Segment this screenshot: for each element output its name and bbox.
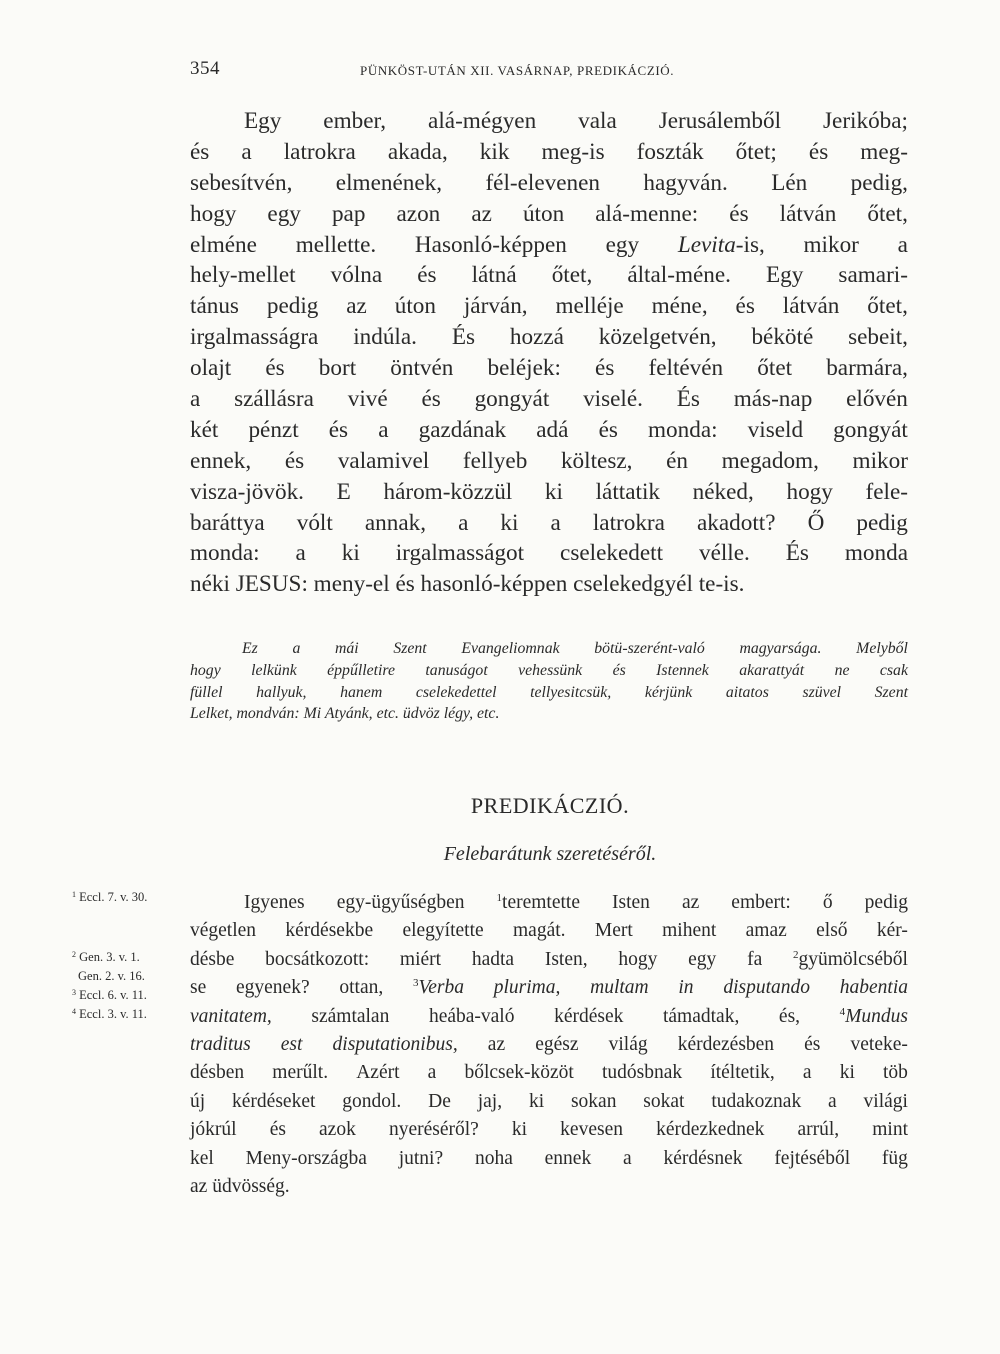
body-word: magát.	[513, 920, 566, 942]
intro-word: cselekedettel	[415, 683, 497, 701]
gospel-line	[190, 291, 908, 322]
gospel-word: és	[417, 262, 437, 289]
gospel-word: két	[190, 416, 219, 443]
gospel-word: vólna	[330, 262, 383, 289]
body-word: Isten	[612, 892, 650, 913]
gospel-word: mellette.	[295, 231, 377, 258]
body-word: új	[190, 1090, 206, 1112]
gospel-word: viseld	[747, 416, 804, 443]
body-word: támadtak,	[662, 1005, 740, 1027]
gospel-word: elmenének,	[335, 169, 443, 196]
gospel-line	[190, 384, 908, 415]
gospel-word: irgalmasságot	[395, 540, 525, 567]
body-word: De	[428, 1090, 451, 1112]
body-word: kérdésnek	[663, 1147, 743, 1169]
gospel-word: sebesítvén,	[190, 169, 293, 196]
gospel-word: által-méne.	[627, 262, 731, 289]
sermon-body	[190, 889, 908, 1201]
margin-note	[72, 988, 147, 1003]
body-word: kel	[190, 1147, 214, 1169]
margin-note-text: Gen. 2. v. 16.	[78, 969, 145, 983]
body-line	[190, 1059, 908, 1087]
body-word: Mert	[594, 920, 633, 942]
gospel-word: az	[471, 200, 492, 227]
body-line	[190, 1145, 908, 1173]
gospel-word: úton	[522, 200, 565, 227]
intro-word: tanuságot	[425, 661, 488, 679]
gospel-word: őtet,	[551, 262, 593, 289]
body-word: hogy	[618, 948, 658, 970]
body-word: Igyenes	[244, 892, 305, 913]
gospel-word: melléje	[555, 293, 624, 320]
body-word: végetlen	[190, 920, 257, 942]
body-word: disputando	[723, 977, 810, 999]
gospel-word: pedig	[856, 509, 908, 536]
body-word: a	[623, 1147, 632, 1169]
intro-word: tellyesitcsük,	[530, 683, 612, 701]
body-word: sokan	[570, 1090, 617, 1112]
body-word: bőlcsek-közöt	[464, 1062, 574, 1084]
intro-word: Szent	[874, 683, 908, 701]
body-word: elegyítette	[402, 920, 484, 942]
gospel-word: a	[897, 231, 908, 258]
gospel-word: vala	[578, 108, 617, 134]
gospel-word: feltévén	[648, 355, 724, 382]
body-word: embert:	[731, 892, 791, 913]
gospel-word: a	[550, 509, 561, 536]
body-word: noha	[474, 1147, 513, 1169]
intro-word: aitatos	[725, 683, 769, 701]
intro-word: Istennek	[656, 661, 709, 679]
body-word: multam	[590, 977, 649, 999]
gospel-word: látván	[782, 293, 840, 320]
body-word: üdvösség.	[212, 1175, 290, 1197]
gospel-word: és	[328, 416, 349, 443]
body-word: kérdésekbe	[285, 920, 374, 942]
intro-word: hogy	[190, 661, 221, 679]
gospel-word: a	[241, 138, 252, 165]
gospel-word: Ő	[807, 509, 825, 536]
body-line	[190, 1003, 908, 1031]
gospel-word: és	[808, 138, 829, 165]
gospel-word: indúla.	[353, 324, 417, 351]
body-word: amaz	[745, 920, 787, 942]
margin-note	[72, 1007, 147, 1022]
margin-note-number: 2	[72, 950, 76, 959]
body-word: fa	[747, 948, 763, 970]
gospel-word: fél-elevenen	[485, 169, 601, 196]
body-word: egy-ügyűségben	[336, 892, 465, 913]
intro-word: és	[612, 661, 626, 679]
intro-word: Szent	[393, 640, 427, 657]
gospel-line	[190, 322, 908, 353]
gospel-line	[190, 137, 908, 168]
gospel-word: öntvén	[390, 355, 454, 382]
gospel-word: hogy	[190, 200, 237, 227]
intro-line	[190, 660, 908, 682]
margin-note	[72, 950, 140, 965]
gospel-word: akadott?	[697, 509, 776, 536]
body-word: in	[678, 977, 694, 999]
intro-line: Lelket, mondván: Mi Atyánk, etc. üdvöz légy, etc.	[190, 705, 500, 723]
gospel-word: őtet	[757, 355, 793, 382]
body-line	[190, 946, 908, 974]
gospel-word: a	[295, 540, 306, 567]
gospel-line	[190, 168, 908, 199]
gospel-word: beléjek:	[487, 355, 561, 382]
gospel-word: Egy	[766, 262, 804, 289]
gospel-word: elméne	[190, 231, 257, 258]
margin-note-number: 1	[72, 890, 76, 899]
intro-word: Evangeliomnak	[461, 640, 560, 657]
body-word: jaj,	[477, 1090, 503, 1112]
gospel-line	[190, 260, 908, 291]
body-word: ottan,	[339, 977, 384, 999]
gospel-word: vélle.	[698, 540, 750, 567]
body-line	[190, 1116, 908, 1144]
gospel-word: látván	[779, 200, 837, 227]
gospel-word: azon	[396, 200, 441, 227]
gospel-word: a	[378, 416, 389, 443]
gospel-word: gongyát	[833, 416, 908, 443]
gospel-word: adá	[536, 416, 569, 443]
body-line	[190, 1031, 908, 1059]
body-word: mihent	[662, 920, 717, 942]
intro-word: magyarsága.	[739, 640, 822, 657]
body-word: ennek	[544, 1147, 592, 1169]
body-word: kérdések	[554, 1005, 624, 1027]
gospel-word: Levita-is,	[677, 231, 765, 258]
body-word: világ	[608, 1033, 648, 1055]
gospel-word: vivé	[347, 386, 388, 413]
gospel-word: őtet,	[867, 200, 908, 227]
gospel-text	[190, 106, 908, 600]
body-word: ítéltetik,	[710, 1062, 775, 1084]
body-word: mint	[872, 1119, 908, 1141]
body-word: traditus	[190, 1033, 251, 1055]
body-word: világi	[863, 1090, 908, 1112]
gospel-word: monda:	[648, 416, 718, 443]
body-word: Azért	[356, 1062, 400, 1084]
body-word: azok	[319, 1119, 356, 1141]
gospel-word: és	[598, 416, 618, 443]
intro-word: mái	[335, 640, 359, 657]
gospel-word: néked,	[692, 478, 754, 505]
body-word: désbe	[190, 948, 235, 970]
body-word: és	[269, 1119, 286, 1141]
body-line	[190, 917, 908, 945]
body-word: est	[280, 1033, 303, 1055]
gospel-word: latrokra	[283, 138, 356, 165]
body-word: kérdéseket	[232, 1090, 316, 1112]
body-word: és	[804, 1033, 821, 1055]
gospel-word: mikor	[852, 447, 908, 474]
body-word: gondol.	[342, 1090, 402, 1112]
body-word: és,	[778, 1005, 801, 1027]
body-word: $^4$Mundus	[839, 1005, 908, 1027]
running-head: PÜNKÖST-UTÁN XII. VASÁRNAP, PREDIKÁCZIÓ.	[360, 63, 675, 78]
gospel-word: visza-jövök.	[190, 478, 304, 505]
gospel-word: annak,	[364, 509, 427, 536]
body-word: sokat	[643, 1090, 685, 1112]
gospel-line: néki JESUS: meny-el és hasonló-képpen cselekedgyél te-is.	[190, 571, 745, 598]
body-word: ki	[511, 1119, 528, 1141]
body-word: heába-való	[428, 1005, 515, 1027]
gospel-line	[190, 446, 908, 477]
body-word: az	[681, 892, 700, 913]
body-word: merűlt.	[272, 1062, 329, 1084]
intro-word: akarattyát	[739, 661, 805, 679]
body-word: egyenek?	[236, 977, 310, 999]
gospel-word: költesz,	[560, 447, 633, 474]
gospel-word: pedig,	[850, 169, 908, 196]
margin-note-number: 3	[72, 988, 76, 997]
body-word: egy	[688, 948, 717, 970]
gospel-word: hozzá	[509, 324, 564, 351]
body-word: habentia	[839, 977, 908, 999]
body-word: első	[816, 920, 848, 942]
body-word: a	[802, 1062, 812, 1084]
gospel-word: kik	[479, 138, 510, 165]
gospel-word: béköté	[751, 324, 814, 351]
sermon-title: PREDIKÁCZIÓ.	[470, 793, 630, 818]
gospel-word: úton	[394, 293, 436, 320]
sermon-subtitle: Felebarátunk szeretéséről.	[443, 843, 657, 865]
gospel-word: őtet;	[735, 138, 777, 165]
body-line	[190, 1088, 908, 1116]
gospel-word: ennek,	[190, 447, 252, 474]
gospel-word: én	[666, 447, 688, 474]
gospel-word: látná	[471, 262, 517, 289]
gospel-line	[190, 353, 908, 384]
gospel-word: valamivel	[337, 447, 430, 474]
gospel-word: olajt	[190, 355, 232, 382]
gospel-word: egy	[267, 200, 301, 227]
body-word: töb	[883, 1062, 908, 1084]
gospel-word: Egy	[244, 108, 282, 134]
gospel-word: ember,	[323, 108, 387, 134]
intro-paragraph	[190, 638, 908, 725]
gospel-word: És	[676, 386, 700, 413]
gospel-word: Jerikóba;	[823, 108, 908, 134]
gospel-word: gongyát	[474, 386, 550, 413]
margin-note-text: Gen. 3. v. 1.	[79, 950, 140, 964]
gospel-line	[190, 199, 908, 230]
margin-note-text: Eccl. 3. v. 11.	[79, 1007, 147, 1021]
gospel-word: méne,	[651, 293, 708, 320]
gospel-word: tánus	[190, 293, 239, 320]
gospel-word: elővén	[846, 386, 908, 413]
intro-word: vehessünk	[518, 661, 583, 679]
body-word: arrúl,	[797, 1119, 840, 1141]
gospel-word: viselé.	[583, 386, 643, 413]
gospel-word: és	[735, 293, 755, 320]
gospel-word: ki	[500, 509, 519, 536]
gospel-word: akada,	[387, 138, 448, 165]
body-word: Isten,	[544, 948, 588, 970]
body-word: $^1$teremtette	[496, 892, 580, 913]
intro-word: a	[292, 640, 301, 657]
body-word: a	[427, 1062, 437, 1084]
body-word: jutni?	[398, 1147, 444, 1169]
gospel-line	[190, 230, 908, 261]
gospel-word: baráttya	[190, 509, 265, 536]
gospel-word: barmára,	[826, 355, 908, 382]
gospel-word: közelgetvén,	[598, 324, 717, 351]
body-word: jókrúl	[190, 1119, 237, 1141]
body-word: kevesen	[560, 1119, 623, 1141]
gospel-word: pap	[331, 200, 366, 227]
gospel-word: alá-mégyen	[428, 108, 537, 134]
body-word: se	[190, 977, 207, 999]
intro-word: hanem	[340, 683, 383, 701]
body-word: ki	[839, 1062, 855, 1084]
gospel-word: láttatik	[595, 478, 660, 505]
body-word: fejtéséből	[774, 1147, 851, 1169]
gospel-word: És	[451, 324, 475, 351]
body-word: tudósbnak	[602, 1062, 683, 1084]
gospel-word: szállásra	[234, 386, 314, 413]
intro-word: hallyuk,	[256, 683, 307, 701]
body-word: számtalan	[311, 1005, 390, 1027]
gospel-word: hely-mellet	[190, 262, 296, 289]
gospel-word: ki	[341, 540, 360, 567]
gospel-word: E	[336, 478, 351, 505]
gospel-word: járván,	[463, 293, 528, 320]
intro-word: kérjünk	[644, 683, 693, 701]
gospel-word: három-közzül	[383, 478, 513, 505]
gospel-word: foszták	[636, 138, 704, 165]
gospel-word: Jerusálemből	[658, 108, 782, 134]
gospel-word: hagyván.	[643, 169, 728, 196]
body-word: az	[190, 1175, 208, 1197]
body-word: nyeréséről?	[388, 1119, 479, 1141]
gospel-line	[190, 415, 908, 446]
intro-word: Melyből	[856, 640, 908, 657]
gospel-word: meg-is	[541, 138, 605, 165]
gospel-word: cselekedett	[560, 540, 664, 567]
gospel-word: egy	[605, 231, 640, 258]
body-word: plurima,	[493, 977, 561, 999]
body-word: a	[828, 1090, 837, 1112]
intro-word: lelkünk	[251, 661, 297, 679]
gospel-word: mikor	[803, 231, 859, 258]
gospel-word: a	[190, 386, 201, 413]
margin-note	[72, 969, 145, 984]
gospel-word: Lén	[771, 169, 808, 196]
gospel-word: latrokra	[592, 509, 665, 536]
body-word: az	[487, 1033, 506, 1055]
body-word: disputationibus,	[332, 1033, 458, 1055]
body-word: kérdezésben	[677, 1033, 775, 1055]
gospel-word: az	[346, 293, 367, 320]
margin-note-number: 4	[72, 1007, 76, 1016]
gospel-word: fele-	[865, 478, 908, 505]
gospel-word: hogy	[786, 478, 833, 505]
intro-word: szüvel	[802, 683, 842, 701]
body-word: bocsátkozott:	[265, 948, 370, 970]
intro-word: ne	[834, 661, 850, 679]
intro-word: bötü-szerént-való	[594, 640, 705, 657]
gospel-line	[190, 477, 908, 508]
body-word: désben	[190, 1062, 245, 1084]
gospel-line	[190, 508, 908, 539]
gospel-word: irgalmasságra	[190, 324, 319, 351]
gospel-word: és	[190, 138, 210, 165]
page-number: 354	[190, 58, 220, 79]
intro-word: Ez	[242, 640, 258, 657]
gospel-word: és	[284, 447, 305, 474]
intro-word: füllel	[190, 683, 223, 701]
intro-line	[190, 682, 908, 704]
body-word: pedig	[864, 892, 908, 913]
gospel-line	[190, 106, 908, 137]
intro-word: éppűlletire	[327, 661, 395, 679]
body-word: hadta	[471, 948, 515, 970]
body-word: füg	[881, 1147, 908, 1169]
body-word: vanitatem,	[190, 1005, 272, 1027]
body-word: veteke-	[850, 1033, 908, 1055]
gospel-line	[190, 538, 908, 569]
gospel-word: monda	[844, 540, 908, 567]
body-word: ő	[822, 892, 833, 913]
gospel-word: más-nap	[733, 386, 813, 413]
body-line	[190, 974, 908, 1002]
body-word: kér-	[876, 920, 908, 942]
gospel-word: monda:	[190, 540, 260, 567]
body-line	[190, 1173, 908, 1201]
gospel-word: meg-	[860, 138, 908, 165]
gospel-word: pedig	[266, 293, 319, 320]
gospel-word: alá-menne:	[595, 200, 699, 227]
body-word: egész	[535, 1033, 579, 1055]
gospel-word: gazdának	[418, 416, 507, 443]
gospel-word: bort	[318, 355, 357, 382]
body-word: tudakoznak	[711, 1090, 802, 1112]
gospel-word: a	[458, 509, 469, 536]
gospel-word: és	[595, 355, 615, 382]
intro-word: csak	[879, 661, 908, 679]
body-line	[190, 889, 908, 917]
gospel-word: és	[265, 355, 285, 382]
intro-line	[190, 638, 908, 660]
body-word: miért	[399, 948, 442, 970]
gospel-word: fellyeb	[462, 447, 528, 474]
gospel-word: samari-	[838, 262, 908, 289]
gospel-word: és	[421, 386, 441, 413]
gospel-word: vólt	[296, 509, 333, 536]
gospel-word: megadom,	[721, 447, 819, 474]
gospel-word: és	[729, 200, 749, 227]
margin-note-text: Eccl. 7. v. 30.	[79, 890, 148, 904]
body-word: Meny-országba	[245, 1147, 367, 1169]
gospel-word: ki	[544, 478, 563, 505]
body-word: kérdezkednek	[656, 1119, 765, 1141]
gospel-word: Hasonló-képpen	[414, 231, 567, 258]
body-word: ki	[528, 1090, 545, 1112]
margin-note-text: Eccl. 6. v. 11.	[79, 988, 147, 1002]
margin-note	[72, 890, 147, 905]
gospel-word: sebeit,	[848, 324, 908, 351]
body-word: $^2$gyümölcséből	[793, 948, 908, 970]
body-word: $^3$Verba	[413, 977, 464, 999]
gospel-word: És	[785, 540, 809, 567]
gospel-word: őtet,	[867, 293, 908, 320]
gospel-word: pénzt	[248, 416, 299, 443]
